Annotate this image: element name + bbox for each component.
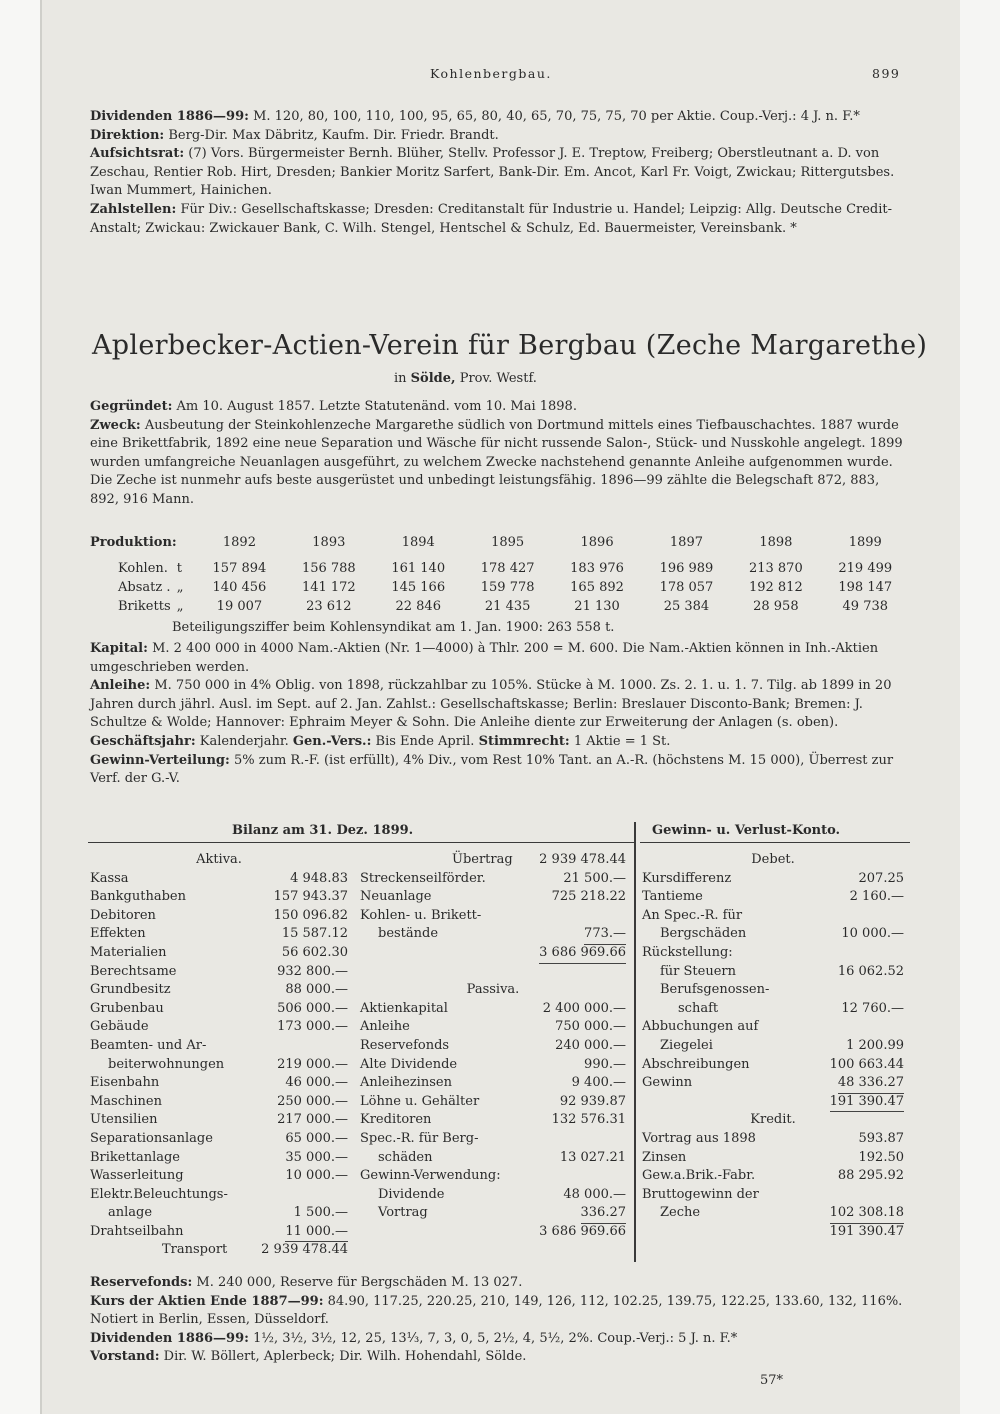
row-name: Kohlen. bbox=[118, 561, 168, 577]
finance-info bbox=[90, 640, 910, 789]
label: Abbuchungen auf bbox=[642, 1019, 759, 1035]
aktiva-row bbox=[90, 907, 348, 926]
label: Anleihe bbox=[360, 1019, 410, 1035]
cell: 141 172 bbox=[301, 579, 356, 595]
value: 506 000.— bbox=[277, 1000, 348, 1016]
kapital-text: M. 2 400 000 in 4000 Nam.-Aktien (Nr. 1—4000) à Thlr. 200 = M. 600. Die Nam.-Aktien können in Inh.-Aktien umgeschrieben werden. bbox=[90, 641, 879, 675]
label: für Steuern bbox=[660, 963, 737, 979]
aktiva-row bbox=[90, 981, 348, 1000]
reservefonds-label: Reservefonds: bbox=[90, 1275, 193, 1290]
document-page bbox=[40, 0, 960, 1414]
aktiva-row bbox=[90, 1037, 348, 1056]
value: 56 602.30 bbox=[281, 944, 348, 960]
cell: 21 130 bbox=[574, 598, 620, 614]
prev-dividends-text: M. 120, 80, 100, 110, 100, 95, 65, 80, 40, 65, 70, 75, 75, 70 per Aktie. Coup.-Verj.: 4 J. n. F.* bbox=[253, 109, 860, 124]
value: 240 000.— bbox=[555, 1037, 626, 1053]
year-1899: 1899 bbox=[848, 534, 882, 550]
aktiva-row bbox=[90, 1204, 348, 1223]
genvers-text: Bis Ende April. bbox=[375, 733, 475, 749]
value: 12 760.— bbox=[841, 1000, 904, 1016]
genvers-label: Gen.-Vers.: bbox=[292, 733, 372, 749]
debet-row bbox=[642, 1056, 904, 1075]
label: Brikettanlage bbox=[90, 1149, 180, 1165]
year-1896: 1896 bbox=[580, 534, 614, 550]
debet-title: Debet. bbox=[751, 852, 795, 867]
kredit-total: 191 390.47 bbox=[829, 1223, 904, 1239]
value: 2 400 000.— bbox=[542, 1000, 626, 1016]
label: An Spec.-R. für bbox=[642, 907, 743, 923]
aktiva-cont-row bbox=[360, 907, 626, 926]
cell: 145 166 bbox=[391, 579, 446, 595]
prev-zahlstellen bbox=[90, 201, 910, 238]
cell: 156 788 bbox=[301, 561, 356, 577]
label: Bankguthaben bbox=[90, 889, 186, 905]
aktiva-total: 3 686 969.66 bbox=[539, 944, 626, 964]
value: 46 000.— bbox=[285, 1075, 348, 1091]
label: Effekten bbox=[90, 926, 146, 942]
passiva-row bbox=[360, 1149, 626, 1168]
cell: 219 499 bbox=[838, 561, 893, 577]
prev-direktion-label: Direktion: bbox=[90, 127, 165, 143]
aktiva-cont-row bbox=[360, 888, 626, 907]
gewinn-verteilung-label: Gewinn-Verteilung: bbox=[90, 752, 230, 768]
aktiva-total-row bbox=[360, 944, 626, 963]
label: Aktienkapital bbox=[360, 1000, 448, 1016]
gegruendet-label: Gegründet: bbox=[90, 399, 173, 414]
cell: 159 778 bbox=[480, 579, 535, 595]
kurs-aktien-text: 84.90, 117.25, 220.25, 210, 149, 126, 112, 102.25, 139.75, 122.25, 133.60, 132, 116%. Notiert in Berlin, Essen, Düsseldorf. bbox=[90, 1293, 903, 1328]
bilanz-rule bbox=[88, 842, 636, 843]
zweck bbox=[90, 417, 910, 510]
aktiva-title: Aktiva. bbox=[196, 852, 242, 867]
footer-info bbox=[90, 1274, 910, 1367]
cell: 165 892 bbox=[570, 579, 624, 595]
value: 207.25 bbox=[858, 870, 904, 886]
aktiva-cont-row bbox=[360, 925, 626, 944]
spacer bbox=[360, 963, 626, 982]
label: Debitoren bbox=[90, 907, 156, 923]
label: Zinsen bbox=[642, 1149, 687, 1165]
debet-row bbox=[642, 944, 904, 963]
debet-row bbox=[642, 1074, 904, 1093]
aktiva-row bbox=[90, 1074, 348, 1093]
scan-margin-right bbox=[958, 0, 1000, 1414]
debet-total-row bbox=[642, 1093, 904, 1112]
gegruendet bbox=[90, 398, 910, 417]
cell: 21 435 bbox=[484, 598, 531, 614]
stimmrecht-label: Stimmrecht: bbox=[478, 733, 570, 749]
prev-dividends bbox=[90, 108, 910, 127]
value: 1 200.99 bbox=[846, 1037, 904, 1053]
value: 92 939.87 bbox=[559, 1093, 626, 1109]
aktiva-row bbox=[90, 944, 348, 963]
prev-direktion bbox=[90, 127, 910, 146]
value: 250 000.— bbox=[277, 1093, 348, 1109]
kredit-title: Kredit. bbox=[750, 1112, 796, 1128]
label: Elektr.Beleuchtungs- bbox=[90, 1186, 228, 1202]
passiva-row bbox=[360, 1093, 626, 1112]
label: Rückstellung: bbox=[642, 944, 733, 960]
passiva-row bbox=[360, 1186, 626, 1205]
label: Tantieme bbox=[642, 889, 703, 905]
passiva-row bbox=[360, 1056, 626, 1075]
passiva-row bbox=[360, 1130, 626, 1149]
kapital bbox=[90, 640, 910, 677]
stimmrecht-text: 1 Aktie = 1 St. bbox=[573, 733, 671, 749]
cell: 157 894 bbox=[212, 561, 267, 577]
prev-dividends-label: Dividenden 1886—99: bbox=[90, 109, 249, 124]
label: Beamten- und Ar- bbox=[90, 1037, 207, 1053]
cell: 161 140 bbox=[391, 561, 446, 577]
prev-aufsichtsrat-text: (7) Vors. Bürgermeister Bernh. Blüher, Stellv. Professor J. E. Treptow, Freiberg; Oberstleutnant a. D. von Zeschau, Rentier Rob. Hirt, Dresden; Bankier Moritz Sarfert, Bank-Dir. Em. Ancot, Karl Fr. Voigt, Zwickau; Rittergutsbes. Iwan Mummert, Hainichen. bbox=[90, 146, 895, 199]
previous-entry bbox=[90, 108, 910, 238]
debet-total: 191 390.47 bbox=[830, 1093, 904, 1113]
value: 157 943.37 bbox=[273, 889, 348, 905]
anleihe-text: M. 750 000 in 4% Oblig. von 1898, rückzahlbar zu 105%. Stücke à M. 1000. Zs. 2. 1. u. 1. 7. Tilg. ab 1899 in 20 Jahren durch jährl. Ausl. im Sept. auf 2. Jan. Zahlst.: Gesellschaftskasse; Berlin: Breslauer Disconto-Bank; Bremen: J. Schultze & Wolde; Hannover: Ephraim Meyer & Sohn. Die Anleihe diente zur Erweiterung der Anlagen (s. oben). bbox=[90, 678, 892, 731]
label: Grundbesitz bbox=[90, 982, 171, 998]
guv-title: Gewinn- u. Verlust-Konto. bbox=[652, 823, 841, 838]
gewinn-verteilung bbox=[90, 752, 910, 789]
prev-direktion-text: Berg-Dir. Max Däbritz, Kaufm. Dir. Friedr. Brandt. bbox=[168, 127, 499, 143]
value: 10 000.— bbox=[841, 926, 904, 942]
reservefonds-text: M. 240 000, Reserve für Bergschäden M. 13 027. bbox=[196, 1275, 523, 1290]
label: schaft bbox=[678, 1000, 719, 1016]
label: anlage bbox=[108, 1205, 153, 1221]
row-unit: t bbox=[176, 561, 182, 577]
value: 48 000.— bbox=[563, 1186, 626, 1202]
cell: 19 007 bbox=[216, 598, 263, 614]
kapital-label: Kapital: bbox=[90, 641, 148, 656]
kredit-row bbox=[642, 1186, 904, 1205]
vorstand bbox=[90, 1348, 910, 1367]
label: Berufsgenossen- bbox=[660, 982, 770, 998]
production-row-briketts bbox=[90, 597, 910, 616]
geschaeftsjahr bbox=[90, 733, 910, 752]
cell: 23 612 bbox=[306, 598, 352, 614]
geschaeftsjahr-text: Kalenderjahr. bbox=[199, 733, 289, 749]
cell: 49 738 bbox=[842, 598, 889, 614]
passiva-title: Passiva. bbox=[466, 982, 520, 998]
value: 217 000.— bbox=[277, 1112, 348, 1128]
value: 750 000.— bbox=[555, 1019, 626, 1035]
zweck-label: Zweck: bbox=[90, 417, 141, 433]
label: Anleihezinsen bbox=[360, 1075, 452, 1091]
label: schäden bbox=[378, 1149, 433, 1165]
debet-row bbox=[642, 1000, 904, 1019]
location-place: Sölde, bbox=[410, 371, 456, 386]
value: 88 295.92 bbox=[837, 1168, 904, 1184]
passiva-row bbox=[360, 1204, 626, 1223]
cell: 25 384 bbox=[663, 598, 710, 614]
value: 219 000.— bbox=[277, 1056, 348, 1072]
reservefonds bbox=[90, 1274, 910, 1293]
signature-mark: 57* bbox=[760, 1373, 784, 1388]
year-1898: 1898 bbox=[759, 534, 793, 550]
label: Utensilien bbox=[90, 1112, 158, 1128]
bilanz-title: Bilanz am 31. Dez. 1899. bbox=[232, 823, 414, 838]
transport-value: 2 939 478.44 bbox=[261, 1242, 348, 1258]
label: Kassa bbox=[90, 870, 129, 886]
value: 173 000.— bbox=[277, 1019, 348, 1035]
year-1897: 1897 bbox=[669, 534, 703, 550]
label: Reservefonds bbox=[360, 1037, 450, 1053]
company-info bbox=[90, 398, 910, 510]
value: 21 500.— bbox=[563, 870, 626, 886]
label: Gew.a.Brik.-Fabr. bbox=[642, 1168, 756, 1184]
value: 100 663.44 bbox=[829, 1056, 904, 1072]
kredit-row bbox=[642, 1149, 904, 1168]
dividenden-text: 1½, 3½, 3½, 12, 25, 13⅓, 7, 3, 0, 5, 2½, 4, 5½, 2%. Coup.-Verj.: 5 J. n. F.* bbox=[253, 1330, 738, 1346]
label: Eisenbahn bbox=[90, 1075, 160, 1091]
scan-margin-left bbox=[0, 0, 42, 1414]
aktiva-row bbox=[90, 1000, 348, 1019]
production-row-kohlen bbox=[90, 560, 910, 579]
column-divider bbox=[634, 822, 636, 1262]
passiva-row bbox=[360, 1000, 626, 1019]
kredit-total-row bbox=[642, 1223, 904, 1242]
label: Grubenbau bbox=[90, 1000, 164, 1016]
passiva-row bbox=[360, 1037, 626, 1056]
value: 192.50 bbox=[858, 1149, 904, 1165]
company-location bbox=[394, 370, 537, 389]
label: Separationsanlage bbox=[90, 1130, 213, 1146]
aktiva-row bbox=[90, 888, 348, 907]
row-unit: „ bbox=[176, 579, 184, 595]
geschaeftsjahr-label: Geschäftsjahr: bbox=[90, 733, 196, 749]
gegruendet-text: Am 10. August 1857. Letzte Statutenänd. vom 10. Mai 1898. bbox=[176, 399, 577, 414]
company-title: Aplerbecker-Actien-Verein für Bergbau (Zeche Margarethe) bbox=[92, 330, 928, 361]
cell: 213 870 bbox=[748, 561, 803, 577]
value: 990.— bbox=[584, 1056, 626, 1072]
transport-row bbox=[90, 1241, 348, 1260]
year-1895: 1895 bbox=[491, 534, 525, 550]
cell: 183 976 bbox=[570, 561, 624, 577]
dividenden bbox=[90, 1330, 910, 1349]
value: 336.27 bbox=[581, 1204, 627, 1224]
label: Maschinen bbox=[90, 1093, 162, 1109]
label: Kohlen- u. Brikett- bbox=[360, 907, 482, 923]
prev-zahlstellen-label: Zahlstellen: bbox=[90, 201, 177, 217]
cell: 140 456 bbox=[212, 579, 267, 595]
production-label: Produktion: bbox=[90, 534, 177, 550]
debet-row bbox=[642, 925, 904, 944]
value: 65 000.— bbox=[285, 1130, 348, 1146]
debet-row bbox=[642, 870, 904, 889]
label: bestände bbox=[378, 926, 439, 942]
label: Gewinn bbox=[642, 1075, 693, 1091]
aktiva-row bbox=[90, 1167, 348, 1186]
cell: 28 958 bbox=[753, 598, 799, 614]
anleihe bbox=[90, 677, 910, 733]
uebertrag-label: Übertrag bbox=[452, 852, 513, 867]
year-1894: 1894 bbox=[401, 534, 435, 550]
passiva-total: 3 686 969.66 bbox=[539, 1223, 626, 1239]
label: Spec.-R. für Berg- bbox=[360, 1130, 479, 1146]
label: Zeche bbox=[660, 1205, 701, 1221]
label: Wasserleitung bbox=[90, 1168, 184, 1184]
passiva-row bbox=[360, 1167, 626, 1186]
label: Kreditoren bbox=[360, 1112, 432, 1128]
label: Bruttogewinn der bbox=[642, 1186, 759, 1202]
kredit-row bbox=[642, 1167, 904, 1186]
row-name: Absatz . bbox=[118, 579, 171, 595]
transport-label: Transport bbox=[162, 1242, 228, 1258]
passiva-row bbox=[360, 1111, 626, 1130]
cell: 192 812 bbox=[748, 579, 803, 595]
aktiva-row bbox=[90, 870, 348, 889]
value: 35 000.— bbox=[285, 1149, 348, 1165]
value: 773.— bbox=[584, 925, 626, 945]
label: Kursdifferenz bbox=[642, 870, 732, 886]
aktiva-row bbox=[90, 1223, 348, 1242]
value: 2 160.— bbox=[849, 889, 904, 905]
value: 725 218.22 bbox=[551, 889, 626, 905]
value: 11 000.— bbox=[285, 1223, 348, 1243]
kredit-row bbox=[642, 1130, 904, 1149]
cell: 178 057 bbox=[659, 579, 714, 595]
location-rest: Prov. Westf. bbox=[459, 371, 537, 386]
aktiva-row bbox=[90, 1111, 348, 1130]
debet-row bbox=[642, 1037, 904, 1056]
production-row-absatz bbox=[90, 578, 910, 597]
label: Streckenseilförder. bbox=[360, 870, 486, 886]
aktiva-cont-row bbox=[360, 870, 626, 889]
label: Dividende bbox=[378, 1186, 445, 1202]
aktiva-row bbox=[90, 1018, 348, 1037]
guv-rule bbox=[640, 842, 910, 843]
cell: 198 147 bbox=[838, 579, 893, 595]
year-1892: 1892 bbox=[222, 534, 256, 550]
passiva-column bbox=[360, 851, 626, 1241]
production-table bbox=[90, 533, 910, 615]
location-prefix: in bbox=[394, 371, 407, 386]
guv-column bbox=[642, 851, 904, 1241]
anleihe-label: Anleihe: bbox=[90, 678, 151, 694]
label: Bergschäden bbox=[660, 926, 747, 942]
passiva-row bbox=[360, 1074, 626, 1093]
aktiva-row bbox=[90, 1149, 348, 1168]
dividenden-label: Dividenden 1886—99: bbox=[90, 1330, 249, 1346]
debet-row bbox=[642, 963, 904, 982]
value: 15 587.12 bbox=[281, 926, 348, 942]
kurs-aktien-label: Kurs der Aktien Ende 1887—99: bbox=[90, 1293, 324, 1309]
aktiva-row bbox=[90, 1093, 348, 1112]
uebertrag-value: 2 939 478.44 bbox=[539, 852, 626, 867]
gewinn-verteilung-text: 5% zum R.-F. (ist erfüllt), 4% Div., vom Rest 10% Tant. an A.-R. (höchstens M. 15 000), Überrest zur Verf. der G.-V. bbox=[90, 752, 894, 787]
kredit-row bbox=[642, 1204, 904, 1223]
cell: 178 427 bbox=[480, 561, 535, 577]
debet-row bbox=[642, 1018, 904, 1037]
value: 150 096.82 bbox=[273, 907, 348, 923]
aktiva-row bbox=[90, 1130, 348, 1149]
prev-aufsichtsrat bbox=[90, 145, 910, 201]
label: Abschreibungen bbox=[642, 1056, 750, 1072]
value: 4 948.83 bbox=[290, 870, 348, 886]
value: 88 000.— bbox=[285, 982, 348, 998]
value: 10 000.— bbox=[285, 1168, 348, 1184]
label: Neuanlage bbox=[360, 889, 432, 905]
kurs-aktien bbox=[90, 1293, 910, 1330]
passiva-row bbox=[360, 1018, 626, 1037]
running-title: Kohlenbergbau. bbox=[430, 66, 552, 81]
label: Berechtsame bbox=[90, 963, 177, 979]
vorstand-label: Vorstand: bbox=[90, 1349, 160, 1365]
value: 102 308.18 bbox=[830, 1204, 904, 1224]
label: Vortrag bbox=[378, 1205, 428, 1221]
production-header-spacer bbox=[177, 533, 195, 552]
debet-row bbox=[642, 888, 904, 907]
cell: 22 846 bbox=[395, 598, 441, 614]
label: Löhne u. Gehälter bbox=[360, 1093, 480, 1109]
value: 16 062.52 bbox=[837, 963, 904, 979]
debet-row bbox=[642, 981, 904, 1000]
aktiva-row bbox=[90, 1186, 348, 1205]
value: 932 800.— bbox=[277, 963, 348, 979]
production-gap bbox=[90, 552, 910, 560]
value: 132 576.31 bbox=[551, 1112, 626, 1128]
production-header-row bbox=[90, 533, 910, 552]
aktiva-column bbox=[90, 851, 348, 1260]
label: beiterwohnungen bbox=[108, 1056, 225, 1072]
prev-zahlstellen-text: Für Div.: Gesellschaftskasse; Dresden: Creditanstalt für Industrie u. Handel; Leipzig: Allg. Deutsche Credit-Anstalt; Zwickau: Zwickauer Bank, C. Wilh. Stengel, Hentschel & Schulz, Ed. Bauermeister, Vereinsbank. * bbox=[90, 201, 893, 236]
aktiva-row bbox=[90, 963, 348, 982]
prev-aufsichtsrat-label: Aufsichtsrat: bbox=[90, 146, 185, 162]
value: 48 336.27 bbox=[838, 1074, 904, 1094]
aktiva-row bbox=[90, 925, 348, 944]
passiva-total-row bbox=[360, 1223, 626, 1242]
page-number: 899 bbox=[872, 66, 901, 81]
label: Materialien bbox=[90, 944, 167, 960]
label: Drahtseilbahn bbox=[90, 1223, 184, 1239]
label: Alte Dividende bbox=[360, 1056, 458, 1072]
label: Ziegelei bbox=[660, 1037, 713, 1053]
cell: 196 989 bbox=[659, 561, 714, 577]
debet-row bbox=[642, 907, 904, 926]
aktiva-row bbox=[90, 1056, 348, 1075]
value: 1 500.— bbox=[293, 1205, 348, 1221]
row-unit: „ bbox=[176, 598, 184, 614]
label: Gebäude bbox=[90, 1019, 149, 1035]
value: 9 400.— bbox=[571, 1075, 626, 1091]
year-1893: 1893 bbox=[312, 534, 346, 550]
uebertrag-row bbox=[360, 851, 626, 870]
label: Vortrag aus 1898 bbox=[642, 1130, 756, 1146]
syndicate-note: Beteiligungsziffer beim Kohlensyndikat am 1. Jan. 1900: 263 558 t. bbox=[172, 620, 615, 635]
row-name: Briketts bbox=[118, 598, 171, 614]
value: 13 027.21 bbox=[559, 1149, 626, 1165]
value: 593.87 bbox=[858, 1130, 904, 1146]
vorstand-text: Dir. W. Böllert, Aplerbeck; Dir. Wilh. Hohendahl, Sölde. bbox=[163, 1349, 527, 1365]
zweck-text: Ausbeutung der Steinkohlenzeche Margarethe südlich von Dortmund mittels eines Tiefbauschachtes. 1887 wurde eine Brikettfabrik, 1892 eine neue Separation und Wäsche für nicht russende Salon-, Stück- und Nusskohle angelegt. 1899 wurden umfangreiche Neuanlagen ausgeführt, zu welchem Zwecke nachstehend genannte Anleihe aufgenommen wurde. Die Zeche ist nunmehr aufs beste ausgerüstet und unbedingt leistungsfähig. 1896—99 zählte die Belegschaft 872, 883, 892, 916 Mann. bbox=[90, 417, 903, 507]
label: Gewinn-Verwendung: bbox=[360, 1168, 501, 1184]
